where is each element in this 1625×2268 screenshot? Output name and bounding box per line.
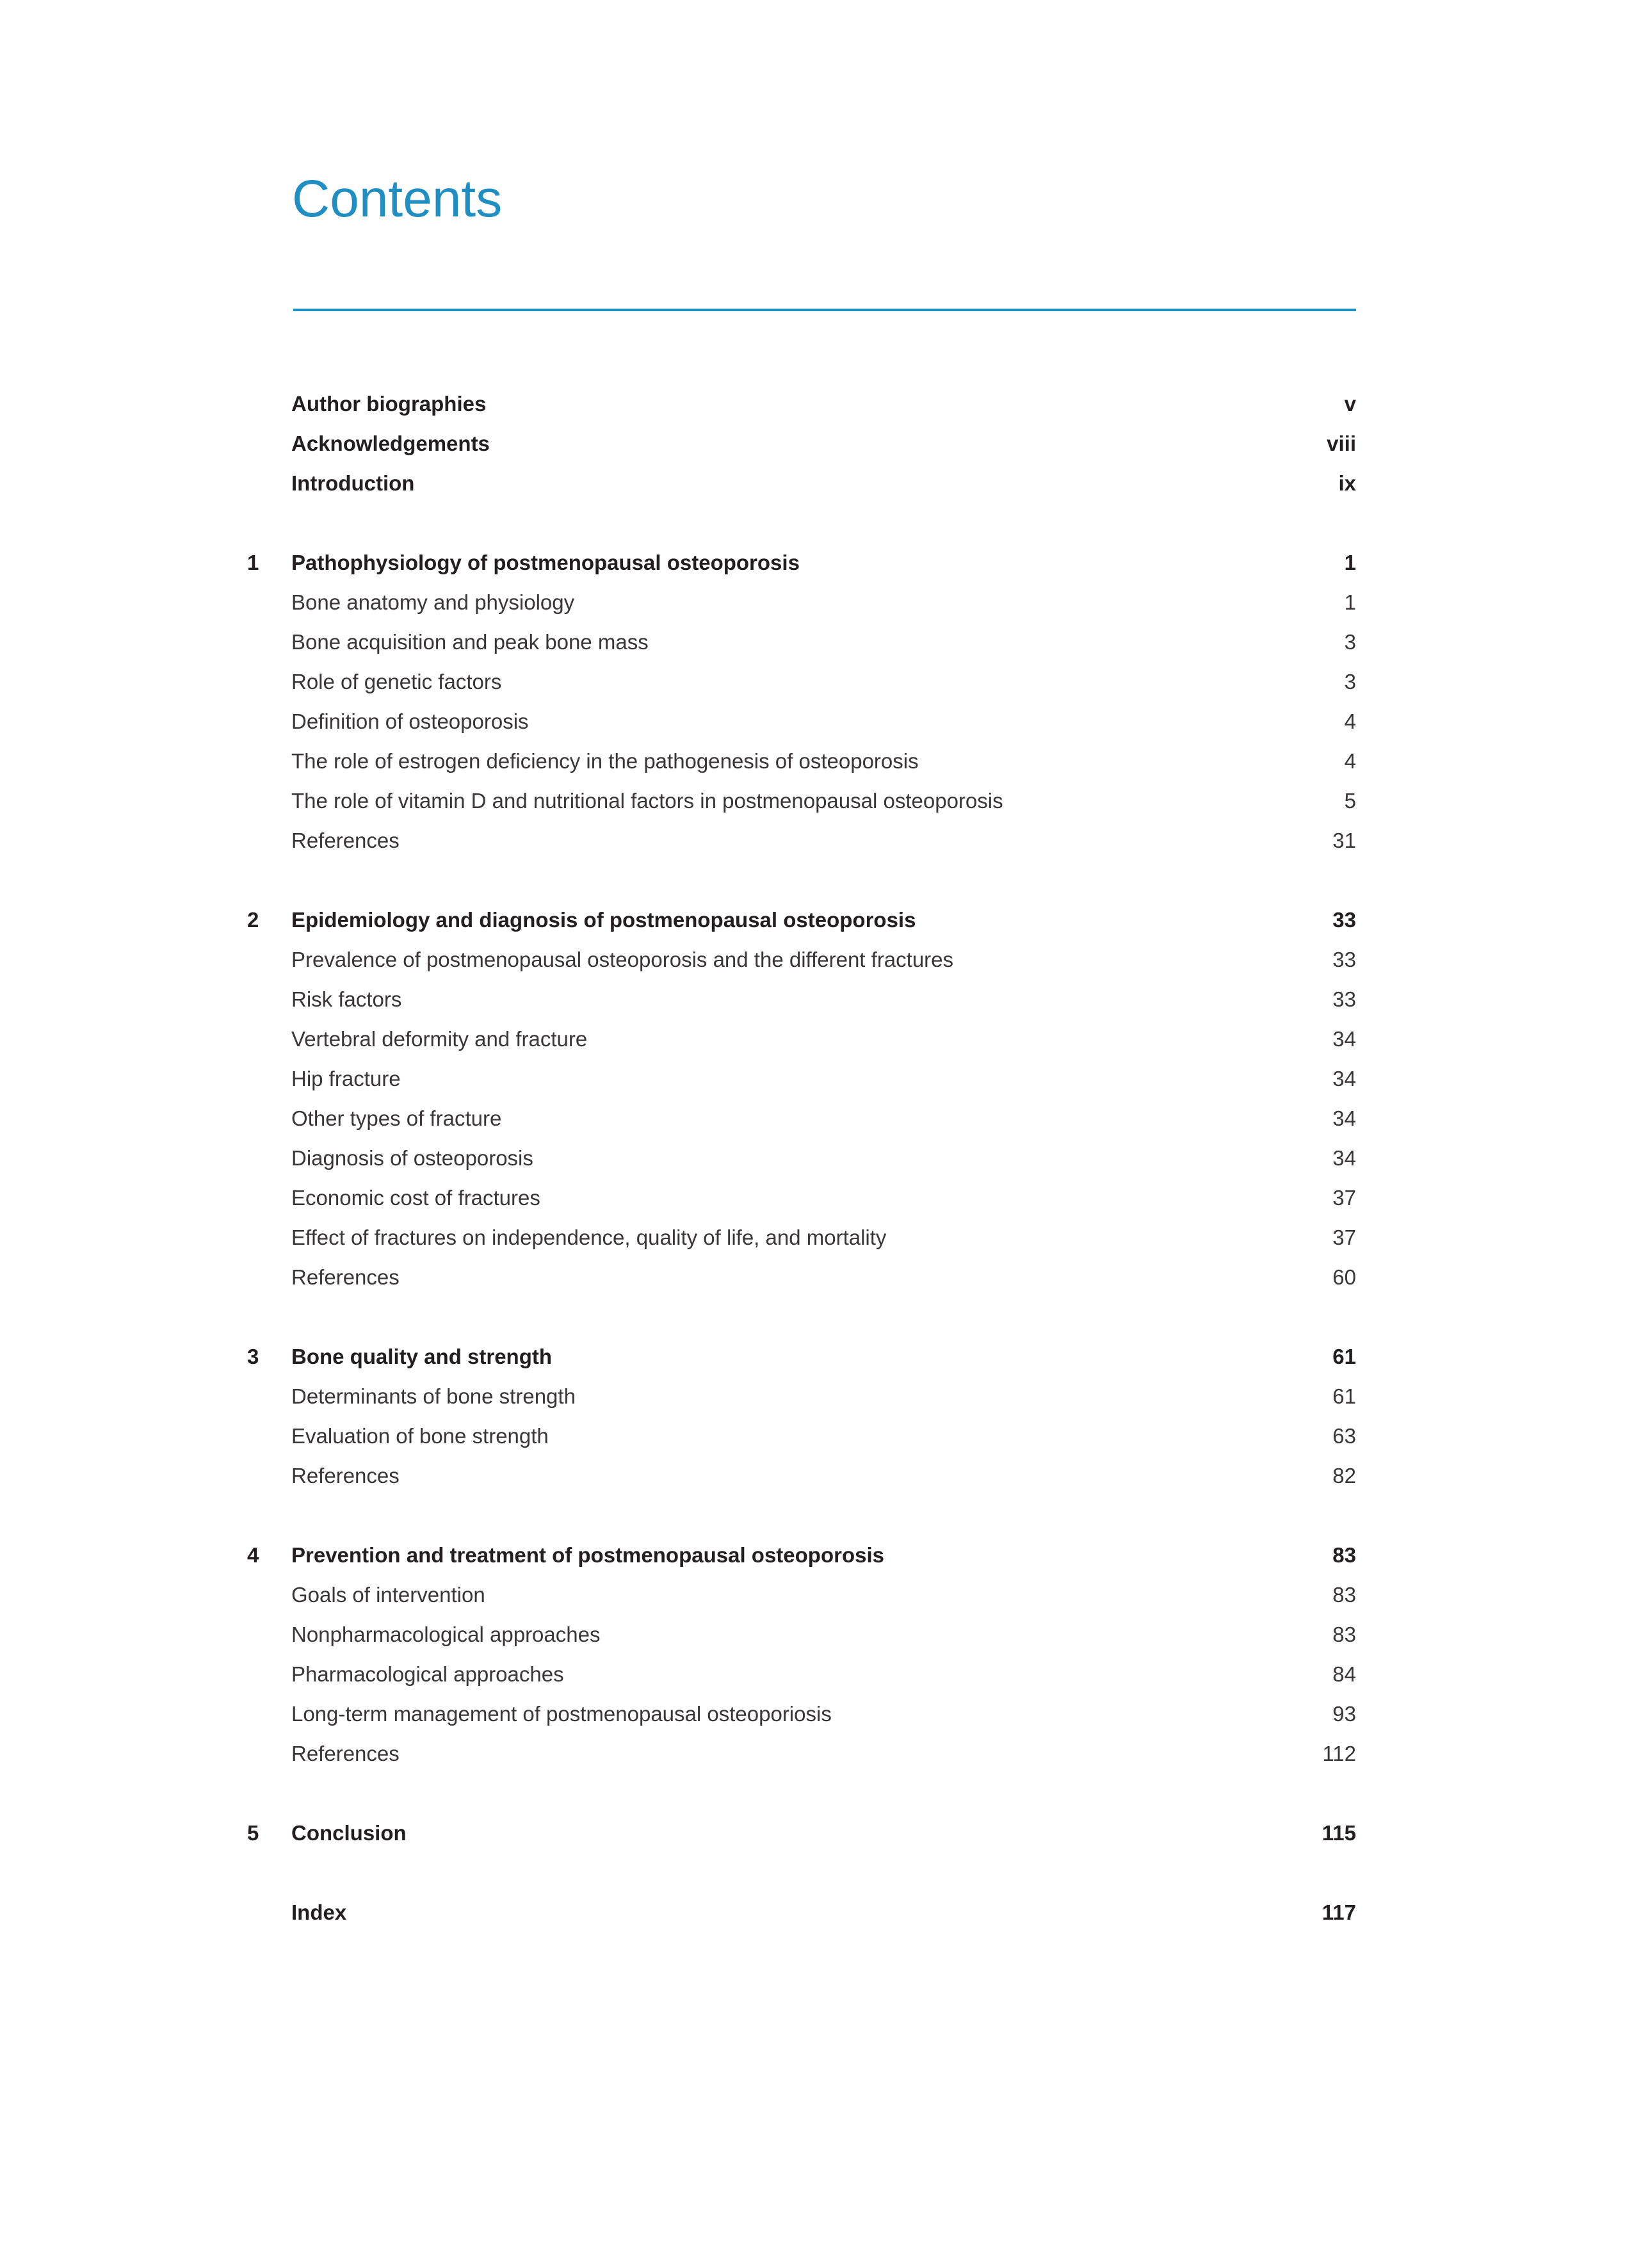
section-label: Determinants of bone strength [291, 1384, 576, 1408]
section-page: 33 [1332, 948, 1356, 971]
toc-section-entry[interactable] [0, 1456, 1625, 1496]
chapter-2-group [0, 900, 1625, 1297]
section-label: Risk factors [291, 987, 402, 1011]
section-label: Other types of fracture [291, 1106, 502, 1130]
section-label: Economic cost of fractures [291, 1186, 540, 1210]
chapter-title: Conclusion [291, 1821, 407, 1845]
section-page: 60 [1332, 1265, 1356, 1289]
toc-section-entry[interactable] [0, 1655, 1625, 1694]
toc-entry-author-biographies[interactable] [0, 384, 1625, 424]
chapter-4-heading[interactable] [0, 1535, 1625, 1575]
section-page: 3 [1344, 670, 1356, 693]
section-page: 1 [1344, 590, 1356, 614]
chapter-1-group [0, 543, 1625, 861]
chapter-title: Bone quality and strength [291, 1345, 553, 1368]
toc-entry-label: Introduction [291, 471, 415, 495]
section-label: References [291, 1464, 400, 1487]
section-label: Diagnosis of osteoporosis [291, 1146, 533, 1170]
title-divider [293, 309, 1356, 311]
section-label: The role of estrogen deficiency in the pathogenesis of osteoporosis [291, 749, 919, 773]
toc-section-entry[interactable] [0, 1178, 1625, 1218]
section-label: Bone acquisition and peak bone mass [291, 630, 649, 654]
chapter-page: 33 [1332, 908, 1356, 932]
section-label: Long-term management of postmenopausal osteoporiosis [291, 1702, 832, 1726]
section-page: 61 [1332, 1384, 1356, 1408]
section-page: 34 [1332, 1106, 1356, 1130]
toc-entry-index[interactable] [0, 1893, 1625, 1932]
section-page: 37 [1332, 1226, 1356, 1249]
toc-section-entry[interactable] [0, 1694, 1625, 1734]
section-page: 33 [1332, 987, 1356, 1011]
section-page: 63 [1332, 1424, 1356, 1448]
section-page: 37 [1332, 1186, 1356, 1210]
section-label: Goals of intervention [291, 1583, 485, 1607]
chapter-1-heading[interactable] [0, 543, 1625, 583]
section-page: 4 [1344, 709, 1356, 733]
chapter-page: 1 [1344, 551, 1356, 574]
toc-section-entry[interactable] [0, 1734, 1625, 1774]
section-page: 83 [1332, 1623, 1356, 1646]
chapter-page: 61 [1332, 1345, 1356, 1368]
section-label: Vertebral deformity and fracture [291, 1027, 588, 1051]
toc-section-entry[interactable] [0, 702, 1625, 741]
section-label: Nonpharmacological approaches [291, 1623, 601, 1646]
section-page: 82 [1332, 1464, 1356, 1487]
toc-entry-label: Author biographies [291, 392, 487, 416]
toc-section-entry[interactable] [0, 622, 1625, 662]
table-of-contents [0, 384, 1625, 1972]
toc-section-entry[interactable] [0, 1019, 1625, 1059]
chapter-number: 4 [247, 1543, 259, 1567]
chapter-title: Pathophysiology of postmenopausal osteoporosis [291, 551, 800, 574]
section-label: Role of genetic factors [291, 670, 502, 693]
chapter-title: Prevention and treatment of postmenopausal osteoporosis [291, 1543, 884, 1567]
toc-section-entry[interactable] [0, 940, 1625, 980]
toc-section-entry[interactable] [0, 1416, 1625, 1456]
chapter-number: 3 [247, 1345, 259, 1368]
toc-section-entry[interactable] [0, 583, 1625, 622]
section-page: 93 [1332, 1702, 1356, 1726]
toc-entry-acknowledgements[interactable] [0, 424, 1625, 464]
toc-section-entry[interactable] [0, 1059, 1625, 1099]
toc-section-entry[interactable] [0, 1575, 1625, 1615]
toc-section-entry[interactable] [0, 821, 1625, 861]
toc-section-entry[interactable] [0, 1258, 1625, 1297]
section-label: Effect of fractures on independence, quality of life, and mortality [291, 1226, 887, 1249]
section-page: 34 [1332, 1146, 1356, 1170]
toc-entry-label: Index [291, 1900, 347, 1924]
section-page: 5 [1344, 789, 1356, 813]
section-label: References [291, 829, 400, 852]
section-label: Evaluation of bone strength [291, 1424, 549, 1448]
section-label: Prevalence of postmenopausal osteoporosis and the different fractures [291, 948, 954, 971]
section-label: Hip fracture [291, 1067, 401, 1090]
toc-section-entry[interactable] [0, 1377, 1625, 1416]
section-label: References [291, 1265, 400, 1289]
section-page: 4 [1344, 749, 1356, 773]
toc-entry-page: viii [1327, 432, 1356, 455]
section-label: Definition of osteoporosis [291, 709, 529, 733]
chapter-page: 83 [1332, 1543, 1356, 1567]
page-title: Contents [292, 170, 503, 228]
chapter-3-heading[interactable] [0, 1337, 1625, 1377]
section-page: 112 [1322, 1742, 1356, 1765]
toc-entry-label: Acknowledgements [291, 432, 490, 455]
chapter-3-group [0, 1337, 1625, 1496]
front-matter-group [0, 384, 1625, 503]
chapter-5-heading[interactable] [0, 1813, 1625, 1853]
chapter-2-heading[interactable] [0, 900, 1625, 940]
toc-section-entry[interactable] [0, 1218, 1625, 1258]
toc-entry-page: 117 [1322, 1900, 1356, 1924]
section-page: 3 [1344, 630, 1356, 654]
chapter-page: 115 [1322, 1821, 1356, 1845]
section-page: 83 [1332, 1583, 1356, 1607]
back-matter-group [0, 1893, 1625, 1932]
section-label: References [291, 1742, 400, 1765]
section-page: 84 [1332, 1662, 1356, 1686]
toc-entry-page: ix [1338, 471, 1356, 495]
toc-entry-page: v [1344, 392, 1356, 416]
section-page: 34 [1332, 1027, 1356, 1051]
chapter-4-group [0, 1535, 1625, 1774]
chapter-5-group [0, 1813, 1625, 1853]
toc-section-entry[interactable] [0, 781, 1625, 821]
section-label: Pharmacological approaches [291, 1662, 564, 1686]
toc-section-entry[interactable] [0, 1099, 1625, 1138]
toc-entry-introduction[interactable] [0, 464, 1625, 503]
section-label: Bone anatomy and physiology [291, 590, 575, 614]
toc-section-entry[interactable] [0, 662, 1625, 702]
section-label: The role of vitamin D and nutritional factors in postmenopausal osteoporosis [291, 789, 1003, 813]
chapter-number: 2 [247, 908, 259, 932]
chapter-number: 5 [247, 1821, 259, 1845]
section-page: 34 [1332, 1067, 1356, 1090]
toc-section-entry[interactable] [0, 980, 1625, 1019]
toc-section-entry[interactable] [0, 1615, 1625, 1655]
section-page: 31 [1332, 829, 1356, 852]
chapter-title: Epidemiology and diagnosis of postmenopausal osteoporosis [291, 908, 916, 932]
toc-section-entry[interactable] [0, 1138, 1625, 1178]
chapter-number: 1 [247, 551, 259, 574]
toc-section-entry[interactable] [0, 741, 1625, 781]
